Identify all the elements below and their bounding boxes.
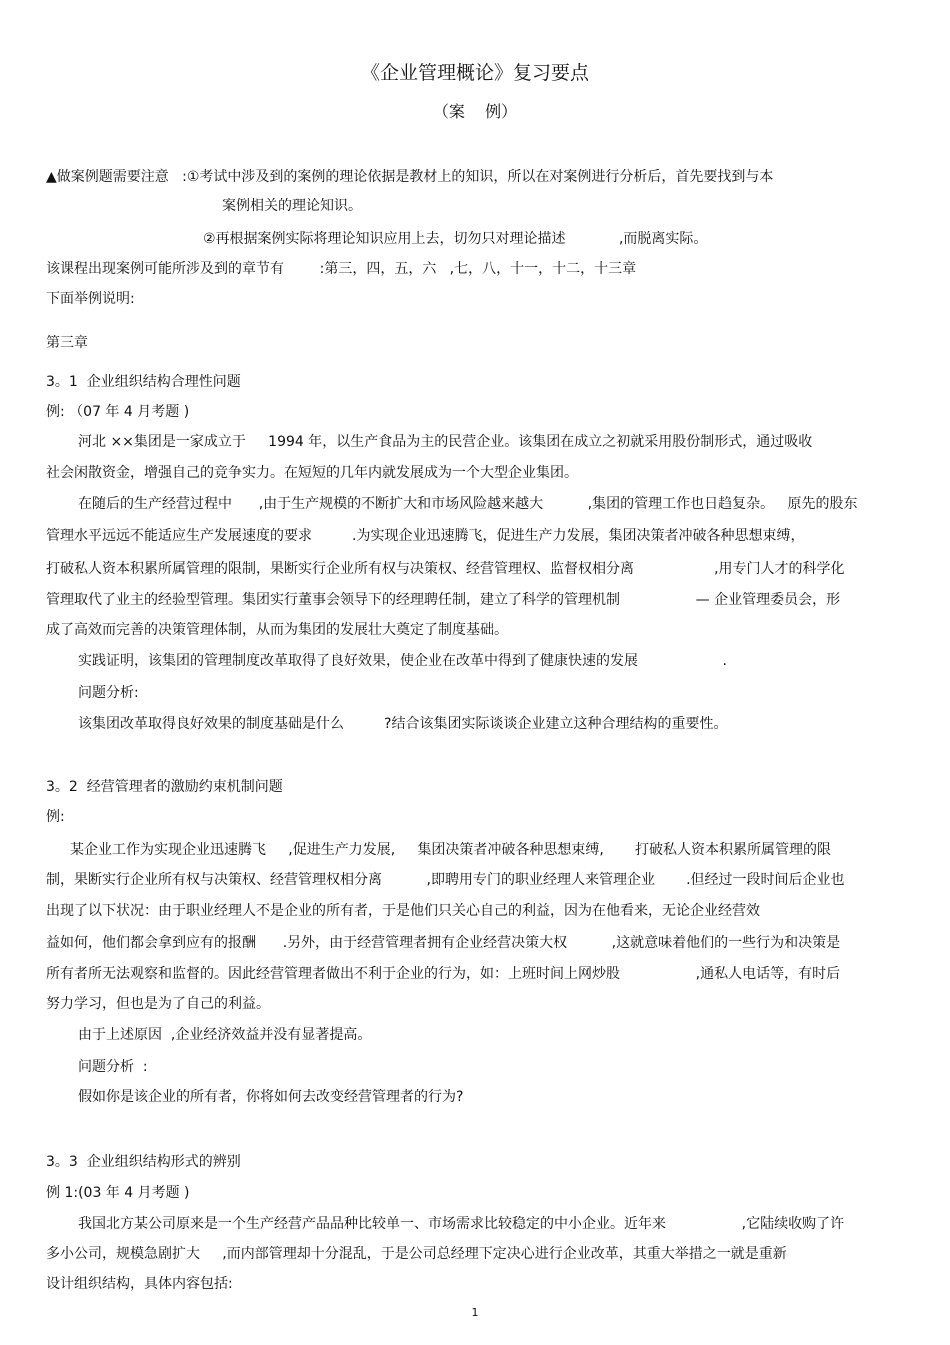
section-heading: 3。3 企业组织结构形式的辨别 (46, 1154, 241, 1170)
paragraph-line: 制，果断实行企业所有权与决策权、经营管理权相分离 ,即聘用专门的职业经理人来管理企业 .但经过一段时间后企业也 (46, 872, 845, 888)
question-text: 该集团改革取得良好效果的制度基础是什么 ?结合该集团实际谈谈企业建立这种合理结构的重要性。 (78, 716, 728, 732)
section-heading: 3。1 企业组织结构合理性问题 (46, 374, 241, 390)
paragraph-line: 设计组织结构，具体内容包括: (46, 1276, 233, 1292)
paragraph-line: 所有者所无法观察和监督的。因此经营管理者做出不利于企业的行为，如：上班时间上网炒股 ,通私人电话等，有时后 (46, 966, 841, 982)
paragraph-line: 多小公司，规模急剧扩大 ,而内部管理却十分混乱，于是公司总经理下定决心进行企业改革，其重大举措之一就是重新 (46, 1246, 787, 1262)
example-label: 例: （07 年 4 月考题 ) (46, 404, 190, 420)
paragraph-line: 出现了以下状况：由于职业经理人不是企业的所有者，于是他们只关心自己的利益，因为在他看来，无论企业经营效 (46, 903, 760, 919)
paragraph-line: 某企业工作为实现企业迅速腾飞 ,促进生产力发展, 集团决策者冲破各种思想束缚, 打破私人资本积累所属管理的限 (70, 842, 832, 858)
notice-line: ▲做案例题需要注意 :①考试中涉及到的案例的理论依据是教材上的知识，所以在对案例进行分析后，首先要找到与本 (46, 169, 774, 185)
question-label: 问题分析: (78, 685, 139, 701)
paragraph-line: 由于上述原因 ,企业经济效益并没有显著提高。 (78, 1027, 372, 1043)
example-label: 例 1:(03 年 4 月考题 ) (46, 1185, 190, 1201)
notice-line: 案例相关的理论知识。 (222, 198, 362, 214)
paragraph-line: 管理取代了业主的经验型管理。集团实行董事会领导下的经理聘任制，建立了科学的管理机制 — 企业管理委员会，形 (46, 592, 841, 608)
example-label: 例: (46, 809, 65, 825)
question-label: 问题分析 : (78, 1059, 148, 1075)
page-title: 《企业管理概论》复习要点 (360, 62, 589, 84)
paragraph-line: 成了高效而完善的决策管理体制，从而为集团的发展壮大奠定了制度基础。 (46, 622, 508, 638)
page-number: 1 (471, 1306, 479, 1319)
paragraph-line: 社会闲散资金，增强自己的竞争实力。在短短的几年内就发展成为一个大型企业集团。 (46, 465, 578, 481)
notice-line: 下面举例说明: (46, 291, 135, 307)
chapter-heading: 第三章 (46, 335, 88, 351)
paragraph-line: 我国北方某公司原来是一个生产经营产品品种比较单一、市场需求比较稳定的中小企业。近年来 ,它陆续收购了许 (78, 1216, 845, 1232)
paragraph-line: 努力学习，但也是为了自己的利益。 (46, 996, 270, 1012)
question-text: 假如你是该企业的所有者，你将如何去改变经营管理者的行为? (78, 1089, 464, 1105)
paragraph-line: 实践证明，该集团的管理制度改革取得了良好效果，使企业在改革中得到了健康快速的发展 . (78, 653, 728, 669)
notice-line: ②再根据案例实际将理论知识应用上去，切勿只对理论描述 ,而脱离实际。 (203, 231, 708, 247)
paragraph-line: 打破私人资本积累所属管理的限制，果断实行企业所有权与决策权、经营管理权、监督权相分离 ,用专门人才的科学化 (46, 561, 845, 577)
paragraph-line: 河北 ××集团是一家成立于 1994 年，以生产食品为主的民营企业。该集团在成立之初就采用股份制形式，通过吸收 (78, 434, 813, 450)
paragraph-line: 管理水平远远不能适应生产发展速度的要求 .为实现企业迅速腾飞，促进生产力发展，集团决策者冲破各种思想束缚， (46, 528, 805, 544)
paragraph-line: 在随后的生产经营过程中 ,由于生产规模的不断扩大和市场风险越来越大 ,集团的管理工作也日趋复杂。 原先的股东 (78, 496, 858, 512)
page-subtitle: （案 例） (432, 102, 518, 121)
notice-line: 该课程出现案例可能所涉及到的章节有 :第三，四，五，六 ,七，八，十一，十二，十三章 (46, 261, 637, 277)
paragraph-line: 益如何，他们都会拿到应有的报酬 .另外，由于经营管理者拥有企业经营决策大权 ,这就意味着他们的一些行为和决策是 (46, 935, 841, 951)
section-heading: 3。2 经营管理者的激励约束机制问题 (46, 779, 283, 795)
